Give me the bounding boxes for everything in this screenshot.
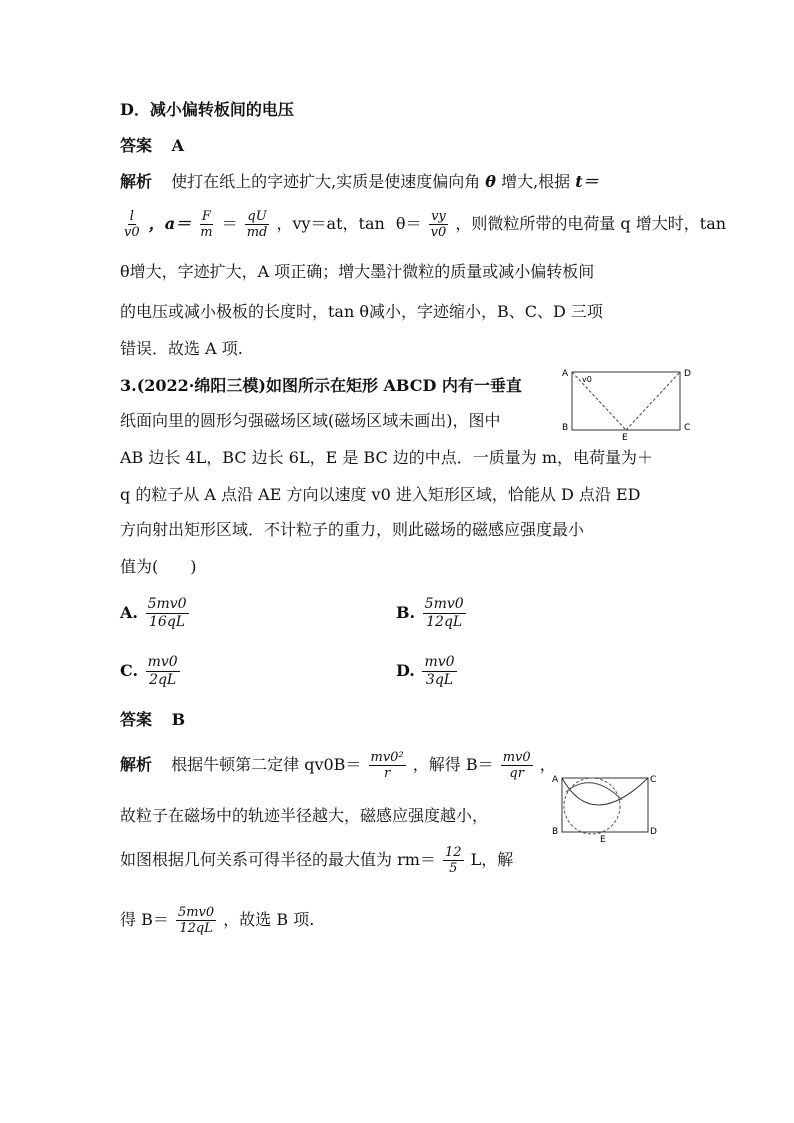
fraction: $\frac{l}{v0}$ [124,209,140,240]
fraction: $\frac{qU}{md}$ [246,209,268,240]
analysis-text: 根据牛顿第二定律 qv0B＝ [171,755,362,774]
label-c: C [650,775,657,785]
q3-analysis-line-3 [120,840,513,880]
fraction: $\frac{vy}{v0}$ [430,209,447,240]
question-3-stem-3: AB 边长 4L，BC 边长 6L，E 是 BC 边的中点．一质量为 m，电荷量为＋ [120,448,654,467]
analysis-line-2 [120,207,726,241]
label-c: C [684,423,691,433]
t-equals: t＝ [575,172,599,191]
analysis-text: 使打在纸上的字迹扩大,实质是使速度偏向角 [171,172,481,191]
theta-eq: θ＝ [395,214,422,233]
answer-value: A [171,136,185,155]
label-a: A [562,369,569,379]
analysis-text: ，解得 B＝ [412,755,494,774]
analysis-line-4: 的电压或减小极板的长度时，tan θ减小，字迹缩小，B、C、D 三项 [120,302,603,321]
answer-value: B [171,710,186,729]
label-d: D [650,827,657,837]
answer-label: 答案 [120,710,153,729]
question-3-stem-6: 值为( ) [120,557,197,576]
fraction: $\frac{5mv0}{12qL}$ [177,905,215,936]
fraction: $\frac{\text{mv0²}}{r}$ [370,750,404,781]
option-d: D. $\frac{mv0}{3qL}$ [396,654,455,688]
analysis-text: 增大,根据 [501,172,571,191]
fraction: $\frac{F}{m}$ [200,209,213,240]
option-b: B. $\frac{5mv0}{12qL}$ [396,596,464,630]
equals: ＝ [221,214,238,233]
answer-row [120,136,184,156]
analysis-line-3: θ增大，字迹扩大，A 项正确；增大墨汁微粒的质量或减小偏转板间 [120,262,595,281]
analysis-text: ，故选 B 项. [223,910,315,929]
option-c: C. $\frac{mv0}{2qL}$ [120,654,178,688]
answer-label: 答案 [120,136,153,155]
q3-analysis-line-2: 故粒子在磁场中的轨迹半径越大，磁感应强度越小， [120,806,489,825]
theta-symbol: θ [485,172,496,191]
fraction: $\frac{mv0}{qr}$ [502,750,531,781]
analysis-text: ，则微粒所带的电荷量 q 增大时，tan [455,214,727,233]
question-3-stem-5: 方向射出矩形区域．不计粒子的重力，则此磁场的磁感应强度最小 [120,520,585,539]
fraction: $\frac{12}{5}$ [445,845,462,876]
option-d-text: D．减小偏转板间的电压 [120,100,294,119]
q3-analysis-line-4 [120,900,314,940]
trajectory-figure [548,772,660,845]
label-d: D [684,369,691,379]
q3-analysis-line-1 [120,748,556,782]
analysis-line-1 [120,172,599,192]
analysis-text: ， [539,755,556,774]
analysis-label: 解析 [120,172,153,191]
analysis-text: 如图根据几何关系可得半径的最大值为 rm＝ [120,850,436,869]
question-3-stem-2: 纸面向里的圆形匀强磁场区域(磁场区域未画出)，图中 [120,411,501,430]
a-equals: ，a＝ [148,214,192,233]
rectangle-figure [560,364,690,442]
label-e: E [622,433,628,443]
analysis-text: L，解 [470,850,514,869]
label-b: B [552,827,559,837]
analysis-line-5: 错误．故选 A 项. [120,339,243,358]
analysis-label: 解析 [120,755,153,774]
question-3-stem-1: 3.(2022·绵阳三模)如图所示在矩形 ABCD 内有一垂直 [120,376,522,395]
label-b: B [562,423,569,433]
answer-row-q3 [120,710,185,730]
label-v0: v0 [582,375,592,384]
label-e: E [600,835,606,845]
option-a: A. $\frac{5mv0}{16qL}$ [120,596,187,630]
question-3-stem-4: q 的粒子从 A 点沿 AE 方向以速度 v0 进入矩形区域，恰能从 D 点沿 ED [120,485,641,504]
vy-text: ，vy＝at，tan [276,214,385,233]
analysis-text: 得 B＝ [120,910,169,929]
label-a: A [552,775,559,785]
